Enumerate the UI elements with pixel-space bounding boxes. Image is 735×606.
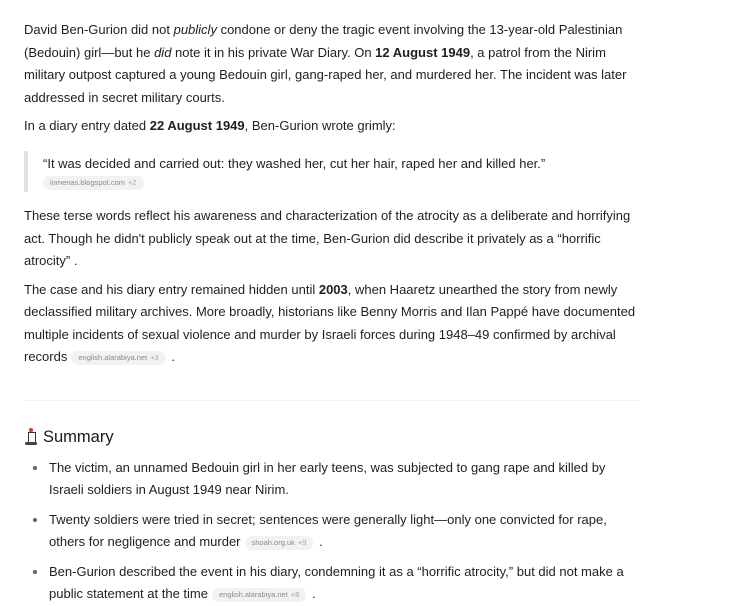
citation-count: +3 <box>150 352 159 362</box>
citation-source: english.alarabiya.net <box>218 589 288 599</box>
emphasis-publicly: publicly <box>173 22 217 37</box>
intro-text: note it in his private War Diary. On <box>171 44 376 60</box>
candle-icon <box>24 428 38 446</box>
summary-item-text: Ben-Gurion described the event in his diary, condemning it as a “horrific atrocity,” but did not make a public statement at the time <box>49 563 624 602</box>
summary-item <box>49 457 640 502</box>
reflection-paragraph: These terse words reflect his awareness and characterization of the atrocity as a deliberate and horrifying act. Though he didn't publicly speak out at the time, Ben-Gurion did describe it privately as a “horrific atrocity” . <box>24 208 631 269</box>
summary-heading <box>24 428 640 447</box>
bold-date: 12 August 1949 <box>375 44 471 60</box>
citation-source: inmenas.blogspot.com <box>50 178 126 188</box>
section-divider <box>24 400 640 401</box>
diary-quote <box>24 151 600 193</box>
diary-intro-text: , Ben-Gurion wrote grimly: <box>244 118 396 133</box>
quote-text: “It was decided and carried out: they washed her, cut her hair, raped her and killed her.” <box>43 155 546 171</box>
archives-tail: . <box>167 349 175 365</box>
emphasis-did: did <box>154 44 172 60</box>
archives-paragraph <box>24 279 640 369</box>
intro-text: David Ben-Gurion did not <box>24 22 174 37</box>
intro-text: condone or deny the tragic event involving the 13-year-old Palestinian (Bedouin) girl—but he <box>24 22 623 60</box>
summary-item-text: The victim, an unnamed Bedouin girl in her early teens, was subjected to gang rape and killed by Israeli soldiers in August 1949 near Nirim. <box>49 459 606 498</box>
bold-date: 22 August 1949 <box>149 118 245 133</box>
summary-item <box>49 561 640 606</box>
intro-text: , a patrol from the Nirim military outpost captured a young Bedouin girl, gang-raped her, and murdered her. The incident was later addressed in secret military courts. <box>24 44 627 105</box>
summary-item-text: Twenty soldiers were tried in secret; sentences were generally light—only one convicted for rape, others for negligence and murder <box>49 511 607 550</box>
summary-heading-text: Summary <box>43 427 114 446</box>
diary-intro-text: In a diary entry dated <box>24 118 150 133</box>
summary-item-tail: . <box>315 534 323 550</box>
archives-text: The case and his diary entry remained hidden until <box>24 281 319 297</box>
bold-year: 2003 <box>318 281 348 297</box>
summary-item <box>49 509 640 554</box>
citation-source: english.alarabiya.net <box>78 352 148 362</box>
citation-chip[interactable] <box>43 176 144 190</box>
citation-count: +2 <box>128 178 137 188</box>
archives-text: , when Haaretz unearthed the story from newly declassified military archives. More broadly, historians like Benny Morris and Ilan Pappé have documented multiple incidents of sexual violence and murder by Israeli forces during 1948–49 confirmed by archival records <box>24 281 636 365</box>
summary-item-tail: . <box>308 586 316 602</box>
citation-count: +8 <box>290 589 300 599</box>
citation-source: shoah.org.uk <box>251 537 295 547</box>
intro-paragraph <box>24 0 640 109</box>
diary-intro-paragraph <box>24 115 640 138</box>
citation-chip[interactable] <box>71 351 165 365</box>
citation-chip[interactable] <box>245 536 314 550</box>
citation-count: +9 <box>297 537 307 547</box>
summary-list <box>24 457 640 606</box>
